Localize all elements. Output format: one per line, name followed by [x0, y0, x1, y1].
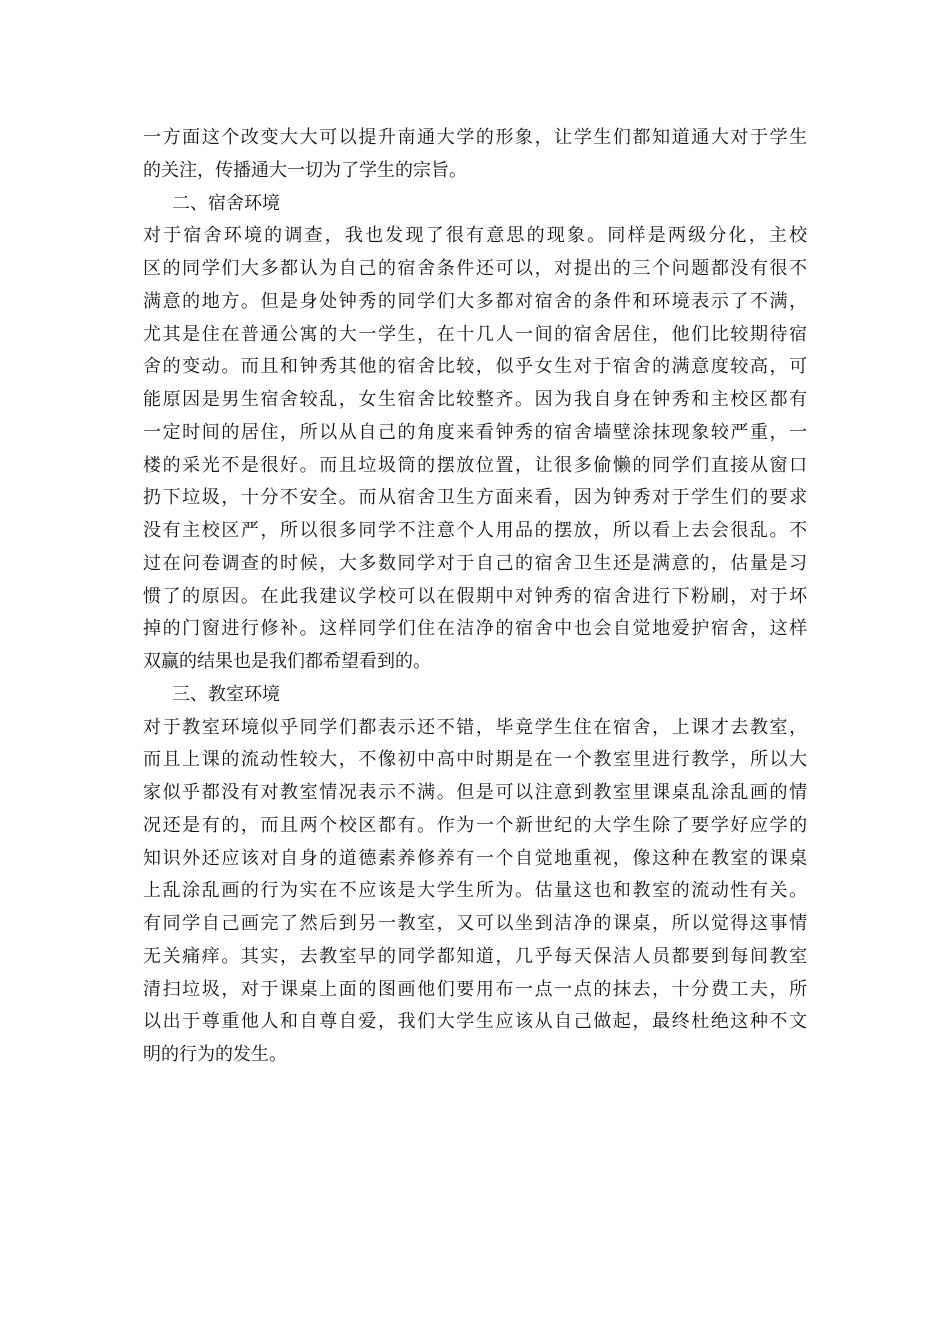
- paragraph-line: 况还是有的，而且两个校区都有。作为一个新世纪的大学生除了要学好应学的: [143, 815, 809, 836]
- paragraph-line: 清扫垃圾，对于课桌上面的图画他们要用布一点一点的抹去，十分费工夫，所: [143, 979, 809, 1000]
- paragraph-line: 以出于尊重他人和自尊自爱，我们大学生应该从自己做起，最终杜绝这种不文: [143, 1011, 809, 1032]
- paragraph-line: 知识外还应该对自身的道德素养修养有一个自觉地重视，像这种在教室的课桌: [143, 848, 809, 869]
- paragraph-line: 一方面这个改变大大可以提升南通大学的形象，让学生们都知道通大对于学生: [143, 127, 809, 148]
- paragraph-line: 明的行为的发生。: [143, 1044, 287, 1065]
- paragraph-line: 有同学自己画完了然后到另一教室，又可以坐到洁净的课桌，所以觉得这事情: [143, 913, 809, 934]
- paragraph-line: 满意的地方。但是身处钟秀的同学们大多都对宿舍的条件和环境表示了不满，: [143, 291, 809, 312]
- paragraph-line: 过在问卷调查的时候，大多数同学对于自己的宿舍卫生还是满意的，估量是习: [143, 553, 809, 574]
- paragraph-line: 对于宿舍环境的调查，我也发现了很有意思的现象。同样是两级分化，主校: [143, 225, 810, 246]
- paragraph-line: 能原因是男生宿舍较乱，女生宿舍比较整齐。因为我自身在钟秀和主校区都有: [143, 389, 809, 410]
- paragraph-line: 区的同学们大多都认为自己的宿舍条件还可以，对提出的三个问题都没有很不: [143, 258, 809, 279]
- paragraph-line: 而且上课的流动性较大，不像初中高中时期是在一个教室里进行教学，所以大: [143, 749, 809, 770]
- section-heading: 二、宿舍环境: [172, 193, 280, 214]
- paragraph-line: 无关痛痒。其实，去教室早的同学都知道，几乎每天保洁人员都要到每间教室: [143, 946, 809, 967]
- paragraph-line: 扔下垃圾，十分不安全。而从宿舍卫生方面来看，因为钟秀对于学生们的要求: [143, 487, 809, 508]
- paragraph-line: 双赢的结果也是我们都希望看到的。: [143, 651, 431, 672]
- paragraph-line: 对于教室环境似乎同学们都表示还不错，毕竟学生住在宿舍，上课才去教室，: [143, 717, 809, 738]
- paragraph-line: 家似乎都没有对教室情况表示不满。但是可以注意到教室里课桌乱涂乱画的情: [143, 782, 809, 803]
- paragraph-line: 掉的门窗进行修补。这样同学们住在洁净的宿舍中也会自觉地爱护宿舍，这样: [143, 618, 809, 639]
- paragraph-line: 没有主校区严，所以很多同学不注意个人用品的摆放，所以看上去会很乱。不: [143, 520, 809, 541]
- paragraph-line: 舍的变动。而且和钟秀其他的宿舍比较，似乎女生对于宿舍的满意度较高，可: [143, 356, 809, 377]
- paragraph-line: 惯了的原因。在此我建议学校可以在假期中对钟秀的宿舍进行下粉刷，对于坏: [143, 586, 809, 607]
- paragraph-line: 的关注，传播通大一切为了学生的宗旨。: [143, 160, 467, 181]
- paragraph-line: 一定时间的居住，所以从自己的角度来看钟秀的宿舍墙壁涂抹现象较严重，一: [143, 422, 809, 443]
- paragraph-line: 尤其是住在普通公寓的大一学生，在十几人一间的宿舍居住，他们比较期待宿: [143, 324, 809, 345]
- paragraph-line: 楼的采光不是很好。而且垃圾筒的摆放位置，让很多偷懒的同学们直接从窗口: [143, 455, 809, 476]
- paragraph-line: 上乱涂乱画的行为实在不应该是大学生所为。估量这也和教室的流动性有关。: [143, 880, 809, 901]
- section-heading: 三、教室环境: [172, 684, 280, 705]
